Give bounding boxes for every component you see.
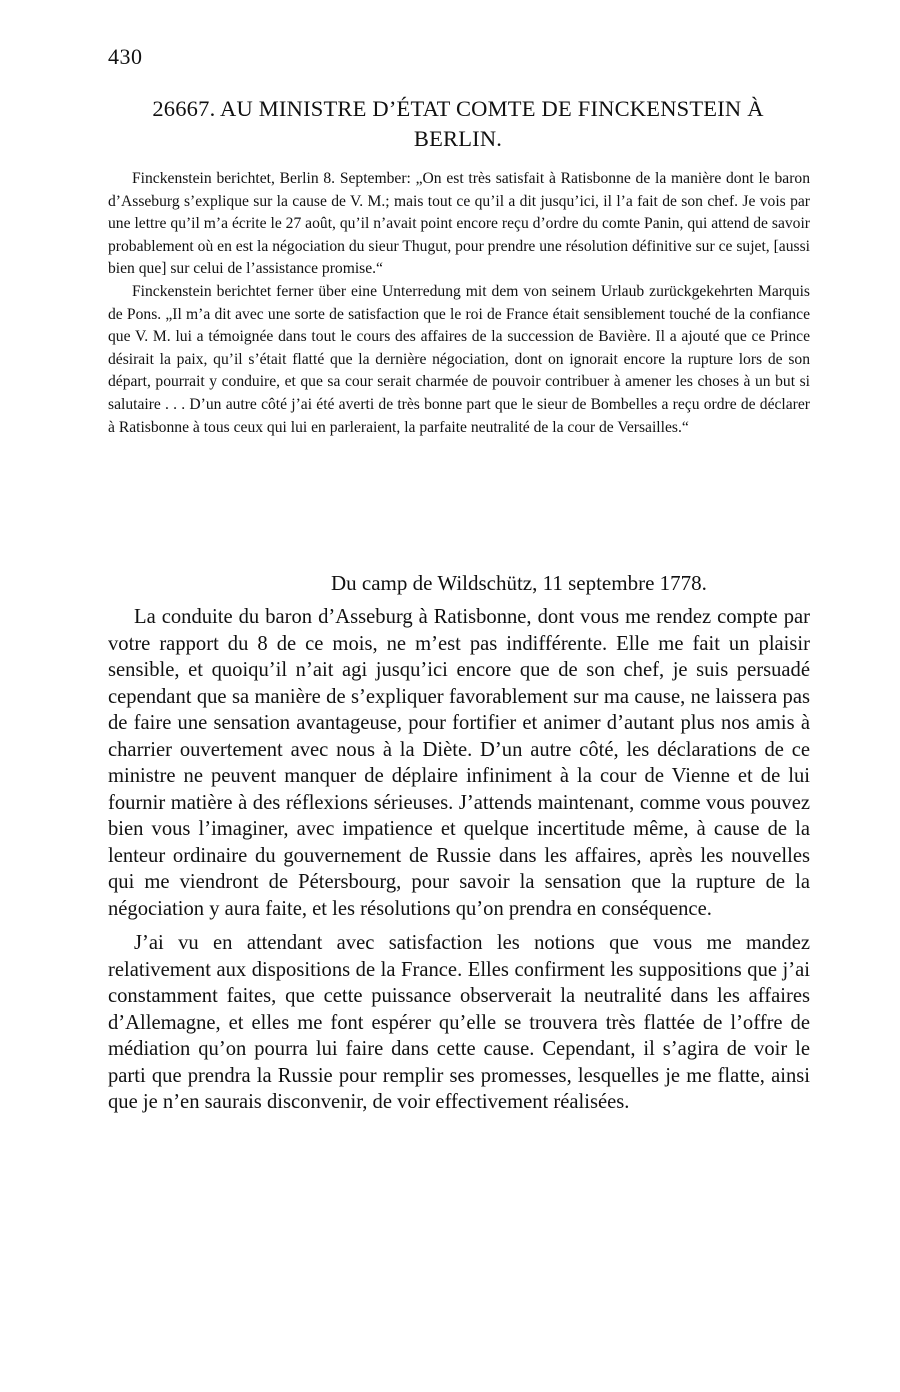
report-summary xyxy=(108,168,810,439)
letter-paragraph: La conduite du baron d’Asseburg à Ratisbonne, dont vous me rendez compte par votre rapport du 8 de ce mois, ne m’est pas indifférente. Elle me fait un plaisir sensible, et quoiqu’il n’ait agi jusqu’ici encore que de son chef, je suis persuadé cependant que sa manière de s’expliquer favorablement sur ma cause, ne laissera pas de faire une sensation avantageuse, pour fortifier et animer d’autant plus nos amis à charrier ouvertement avec nous à la Diète. D’un autre côté, les déclarations de ce ministre ne peuvent manquer de déplaire infiniment à la cour de Vienne et de lui fournir matière à des réflexions sérieuses. J’attends maintenant, comme vous pouvez bien vous l’imaginer, avec impatience et quelque incertitude même, à cause de la lenteur ordinaire du gouvernement de Russie dans les affaires, après les nouvelles qui me viendront de Pétersbourg, pour savoir la sensation que la rupture de la négociation y aura faite, et les résolutions qu’on prendra en conséquence. xyxy=(108,606,810,920)
letter-heading xyxy=(108,94,808,154)
summary-paragraph: Finckenstein berichtet ferner über eine Unterredung mit dem von seinem Urlaub zurückgekehrten Marquis de Pons. „Il m’a dit avec une sorte de satisfaction que le roi de France était sensiblement touché de la confiance que V. M. lui a témoignée dans tout le cours des affaires de la succession de Bavière. Il a ajouté que ce Prince désirait la paix, qu’il s’était flatté que la dernière négociation, dont on ignorait encore la rupture lors de son départ, pourrait y conduire, et que sa cour serait charmée de pouvoir contribuer à amener les choses à un but si salutaire . . . D’un autre côté j’ai été averti de très bonne part que le sieur de Bombelles a reçu ordre de déclarer à Ratisbonne à tous ceux qui lui en parleraient, la parfaite neutralité de la cour de Versailles.“ xyxy=(108,282,810,436)
letter-dateline: Du camp de Wildschütz, 11 septembre 1778. xyxy=(331,571,707,595)
summary-paragraph: Finckenstein berichtet, Berlin 8. September: „On est très satisfait à Ratisbonne de la manière dont le baron d’Asseburg s’explique sur la cause de V. M.; mais tout ce qu’il a dit jusqu’ici, il l’a fait de son chef. Je vois par une lettre qu’il m’a écrite le 27 août, qu’il n’avait point encore reçu d’ordre du comte Panin, qui attend de savoir probablement où en est la négociation du sieur Thugut, pour prendre une résolution définitive sur ce sujet, [aussi bien que] sur celui de l’assistance promise.“ xyxy=(108,170,810,278)
letter-paragraph: J’ai vu en attendant avec satisfaction les notions que vous me mandez relativement aux dispositions de la France. Elles confirment les suppositions que j’ai constamment faites, que cette puissance observerait la neutralité dans les affaires d’Allemagne, et elles me font espérer qu’elle se trouvera très flattée de l’offre de médiation qu’on pourra lui faire dans cette cause. Cependant, il s’agira de voir le parti que prendra la Russie pour remplir ses promesses, lesquelles je me flatte, ainsi que je n’en saurais disconvenir, de voir effectivement réalisées. xyxy=(108,932,810,1113)
letter-number: 26667. xyxy=(152,96,216,121)
letter-title: AU MINISTRE D’ÉTAT COMTE DE FINCKENSTEIN À BERLIN. xyxy=(220,96,764,151)
letter-body xyxy=(108,604,810,1116)
page-number: 430 xyxy=(108,44,143,69)
